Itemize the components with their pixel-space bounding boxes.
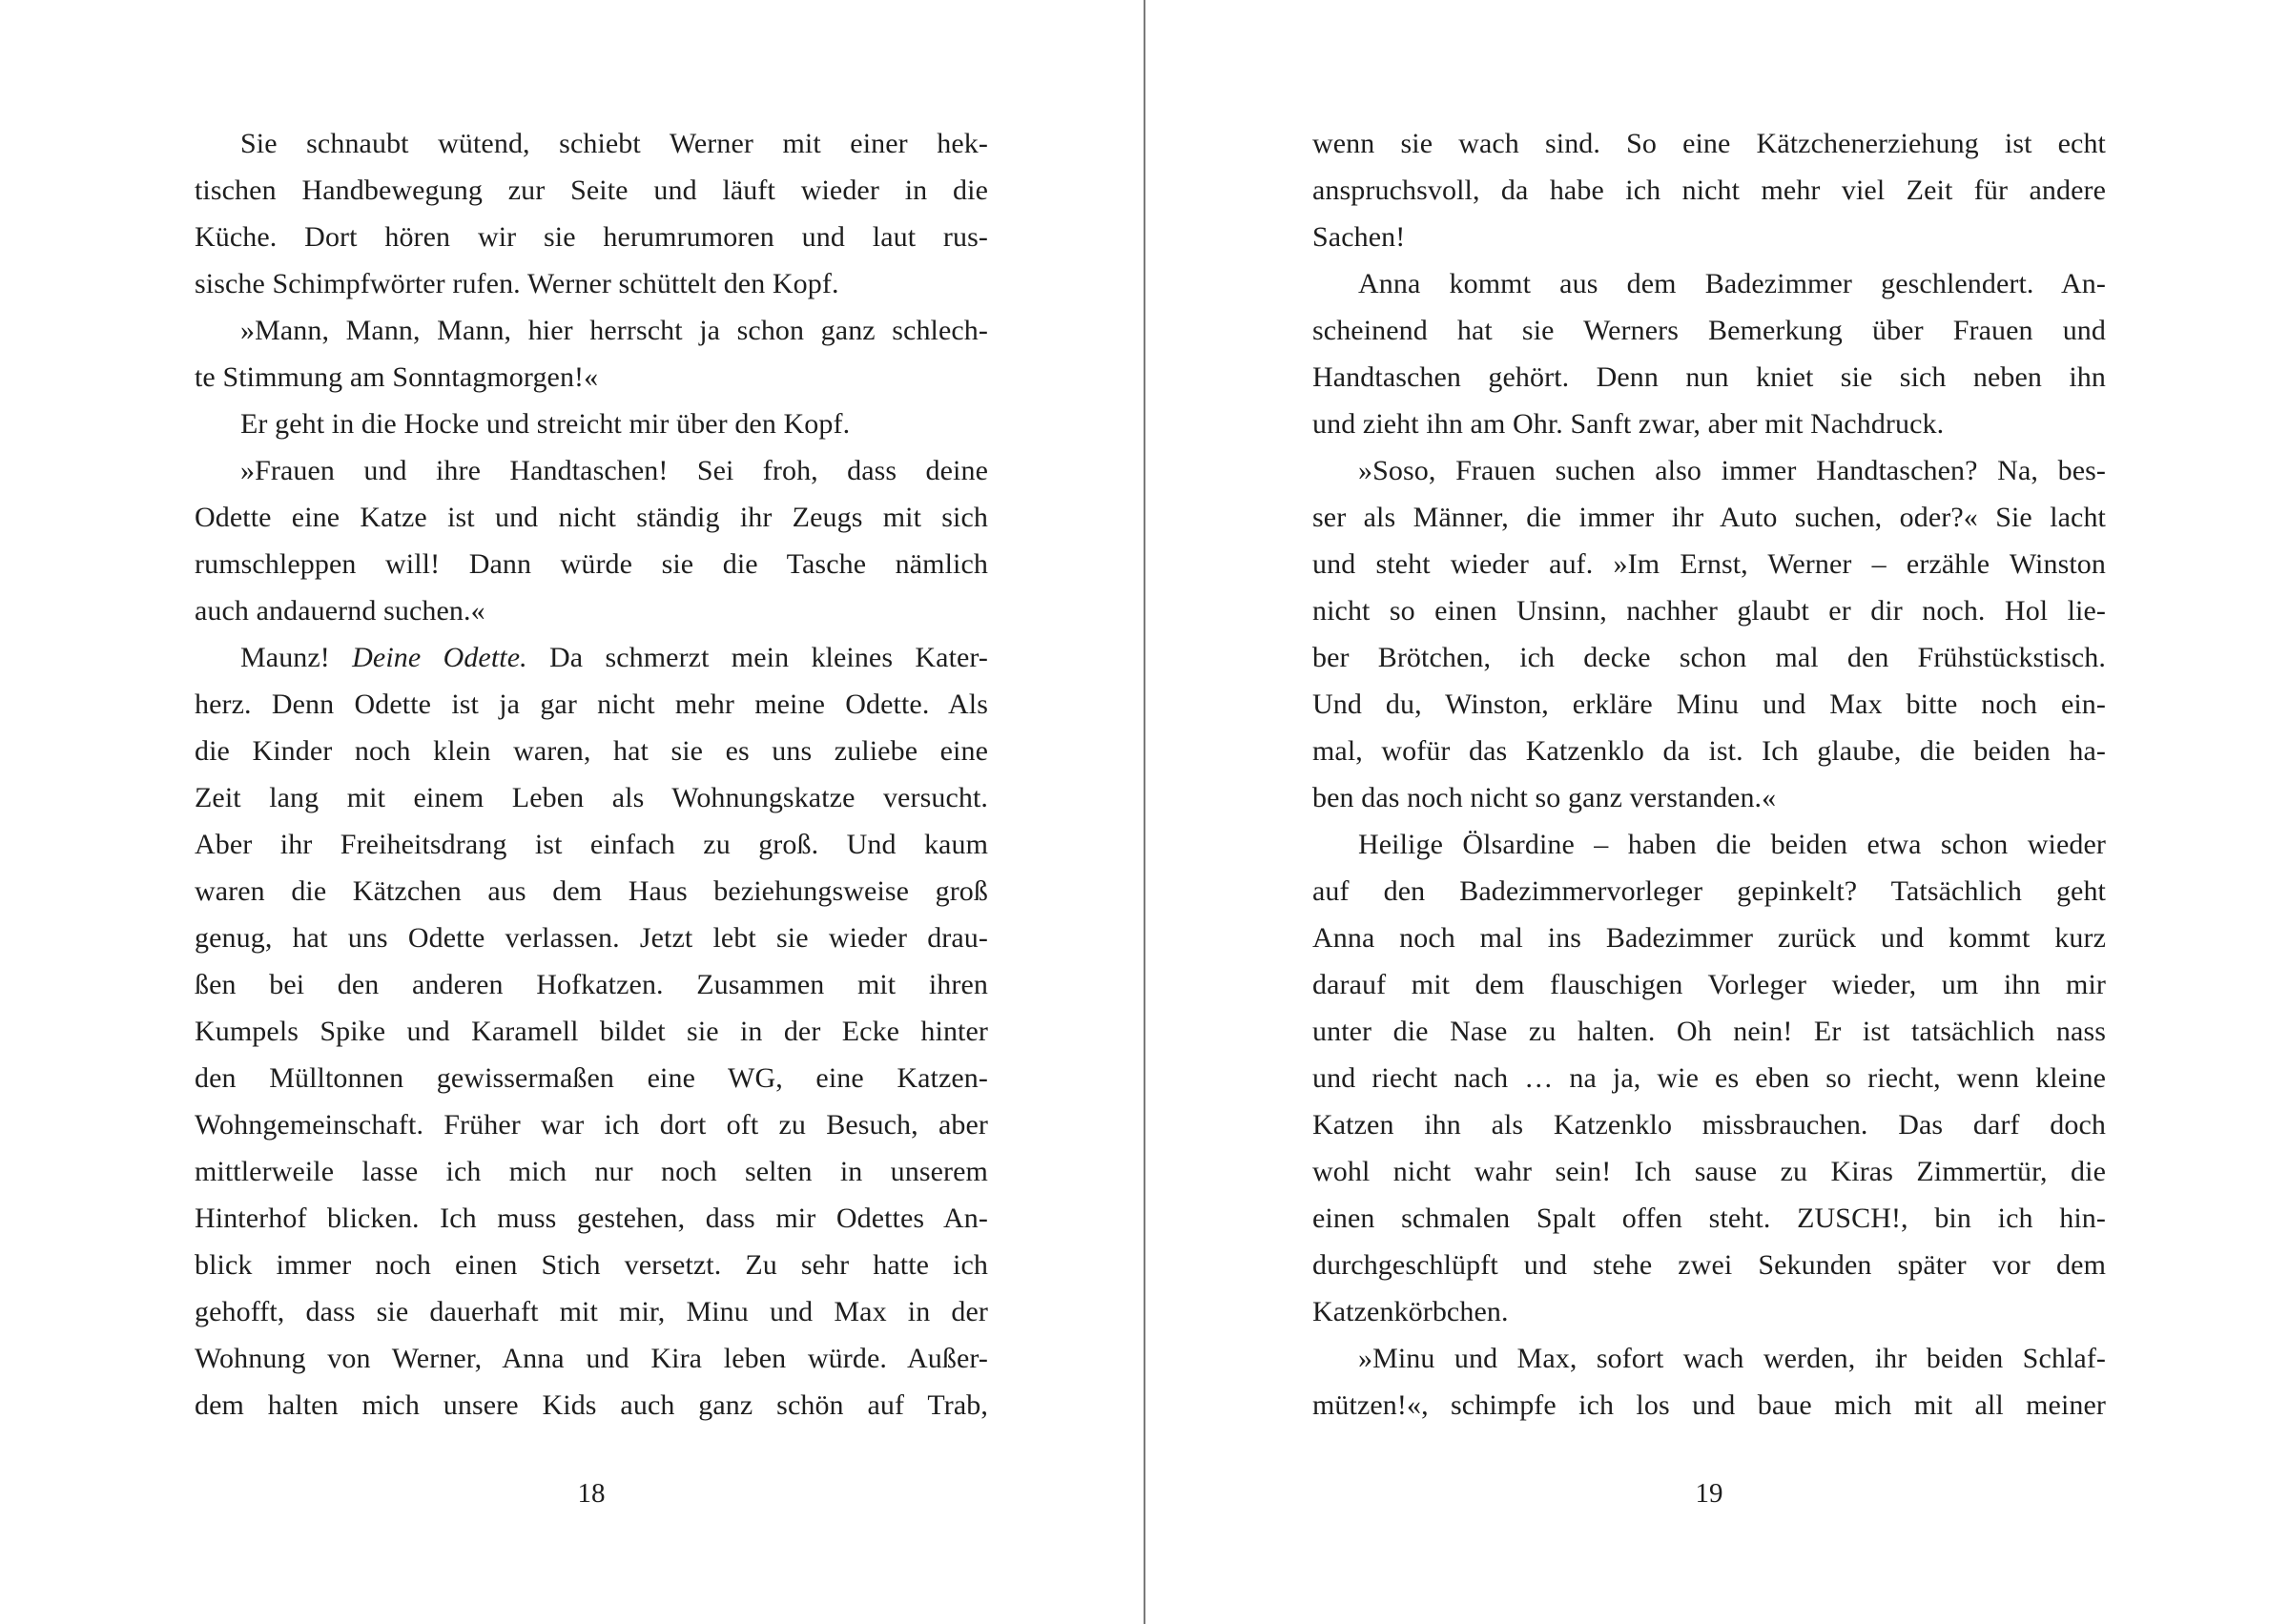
paragraph	[195, 634, 988, 1429]
text-line: scheinend hat sie Werners Bemerkung über Frauen und	[1312, 315, 2106, 346]
text-line: unter die Nase zu halten. Oh nein! Er ist tatsächlich nass	[1312, 1016, 2106, 1047]
text-line: blick immer noch einen Stich versetzt. Zu sehr hatte ich	[195, 1249, 988, 1281]
text-line: Hinterhof blicken. Ich muss gestehen, dass mir Odettes An-	[195, 1203, 988, 1234]
text-line: gehofft, dass sie dauerhaft mit mir, Minu und Max in der	[195, 1296, 988, 1327]
text-line: tischen Handbewegung zur Seite und läuft wieder in die	[195, 175, 988, 206]
paragraph	[195, 307, 988, 401]
text-line: einen schmalen Spalt offen steht. ZUSCH!, bin ich hin-	[1312, 1203, 2106, 1234]
text-line: Handtaschen gehört. Denn nun kniet sie sich neben ihn	[1312, 361, 2106, 393]
text-line: ben das noch nicht so ganz verstanden.«	[1312, 782, 1777, 813]
text-line: Heilige Ölsardine – haben die beiden etwa schon wieder	[1358, 829, 2106, 860]
text-line: mal, wofür das Katzenklo da ist. Ich glaube, die beiden ha-	[1312, 735, 2106, 767]
text-segment: Maunz!	[240, 642, 353, 673]
text-line: mittlerweile lasse ich mich nur noch selten in unserem	[195, 1156, 988, 1187]
text-line: dem halten mich unsere Kids auch ganz schön auf Trab,	[195, 1389, 988, 1421]
text-line: und riecht nach … na ja, wie es eben so riecht, wenn kleine	[1312, 1062, 2106, 1094]
text-line: waren die Kätzchen aus dem Haus beziehungsweise groß	[195, 875, 988, 907]
text-line: ßen bei den anderen Hofkatzen. Zusammen mit ihren	[195, 969, 988, 1000]
paragraph	[1312, 120, 2106, 260]
text-line: Odette eine Katze ist und nicht ständig ihr Zeugs mit sich	[195, 502, 988, 533]
text-line: den Mülltonnen gewissermaßen eine WG, eine Katzen-	[195, 1062, 988, 1094]
page-text	[1312, 120, 2106, 1429]
paragraph	[1312, 447, 2106, 821]
paragraph	[1312, 821, 2106, 1335]
text-line: die Kinder noch klein waren, hat sie es uns zuliebe eine	[195, 735, 988, 767]
page-number: 19	[1695, 1478, 1723, 1509]
paragraph	[195, 447, 988, 634]
text-line: »Minu und Max, sofort wach werden, ihr beiden Schlaf-	[1358, 1343, 2106, 1374]
text-line: Sie schnaubt wütend, schiebt Werner mit einer hek-	[240, 128, 988, 159]
text-line: und zieht ihn am Ohr. Sanft zwar, aber mit Nachdruck.	[1312, 408, 1945, 440]
text-line: Küche. Dort hören wir sie herumrumoren und laut rus-	[195, 221, 988, 253]
paragraph	[195, 120, 988, 307]
text-line: »Frauen und ihre Handtaschen! Sei froh, dass deine	[240, 455, 988, 486]
text-line: anspruchsvoll, da habe ich nicht mehr viel Zeit für andere	[1312, 175, 2106, 206]
text-line: »Soso, Frauen suchen also immer Handtaschen? Na, bes-	[1358, 455, 2106, 486]
text-line: nicht so einen Unsinn, nachher glaubt er dir noch. Hol lie-	[1312, 595, 2106, 627]
text-line: rumschleppen will! Dann würde sie die Tasche nämlich	[195, 548, 988, 580]
text-line: ber Brötchen, ich decke schon mal den Frühstückstisch.	[1312, 642, 2106, 673]
paragraph	[1312, 260, 2106, 447]
paragraph	[1312, 1335, 2106, 1429]
text-line: Anna kommt aus dem Badezimmer geschlendert. An-	[1358, 268, 2106, 299]
text-line: Katzenkörbchen.	[1312, 1296, 1509, 1327]
text-line: herz. Denn Odette ist ja gar nicht mehr meine Odette. Als	[195, 689, 988, 720]
paragraph	[195, 401, 988, 447]
page-text	[195, 120, 988, 1429]
text-line: Kumpels Spike und Karamell bildet sie in der Ecke hinter	[195, 1016, 988, 1047]
text-line: te Stimmung am Sonntagmorgen!«	[195, 361, 599, 393]
page-right	[1144, 0, 2289, 1624]
italic-text: Deine Odette.	[352, 642, 527, 673]
text-line: auch andauernd suchen.«	[195, 595, 485, 627]
text-line	[195, 634, 988, 681]
text-line: Er geht in die Hocke und streicht mir über den Kopf.	[240, 408, 851, 440]
text-line: mützen!«, schimpfe ich los und baue mich mit all meiner	[1312, 1389, 2106, 1421]
text-line: Und du, Winston, erkläre Minu und Max bitte noch ein-	[1312, 689, 2106, 720]
text-line: auf den Badezimmervorleger gepinkelt? Tatsächlich geht	[1312, 875, 2106, 907]
text-line: Wohnung von Werner, Anna und Kira leben würde. Außer-	[195, 1343, 988, 1374]
text-line: und steht wieder auf. »Im Ernst, Werner – erzähle Winston	[1312, 548, 2106, 580]
text-segment: Da schmerzt mein kleines Kater-	[526, 642, 988, 673]
text-line: Wohngemeinschaft. Früher war ich dort oft zu Besuch, aber	[195, 1109, 988, 1141]
text-line: Sachen!	[1312, 221, 1406, 253]
text-line: Aber ihr Freiheitsdrang ist einfach zu groß. Und kaum	[195, 829, 988, 860]
page-left	[0, 0, 1144, 1624]
text-line: Anna noch mal ins Badezimmer zurück und kommt kurz	[1312, 922, 2106, 954]
text-line: wohl nicht wahr sein! Ich sause zu Kiras Zimmertür, die	[1312, 1156, 2106, 1187]
text-line: darauf mit dem flauschigen Vorleger wieder, um ihn mir	[1312, 969, 2106, 1000]
page-number: 18	[577, 1478, 606, 1509]
text-line: ser als Männer, die immer ihr Auto suchen, oder?« Sie lacht	[1312, 502, 2106, 533]
text-line: Zeit lang mit einem Leben als Wohnungskatze versucht.	[195, 782, 988, 813]
text-line: »Mann, Mann, Mann, hier herrscht ja schon ganz schlech-	[240, 315, 988, 346]
text-line: sische Schimpfwörter rufen. Werner schüttelt den Kopf.	[195, 268, 839, 299]
text-line: genug, hat uns Odette verlassen. Jetzt lebt sie wieder drau-	[195, 922, 988, 954]
text-line: durchgeschlüpft und stehe zwei Sekunden später vor dem	[1312, 1249, 2106, 1281]
text-line: Katzen ihn als Katzenklo missbrauchen. Das darf doch	[1312, 1109, 2106, 1141]
text-line: wenn sie wach sind. So eine Kätzchenerziehung ist echt	[1312, 128, 2106, 159]
